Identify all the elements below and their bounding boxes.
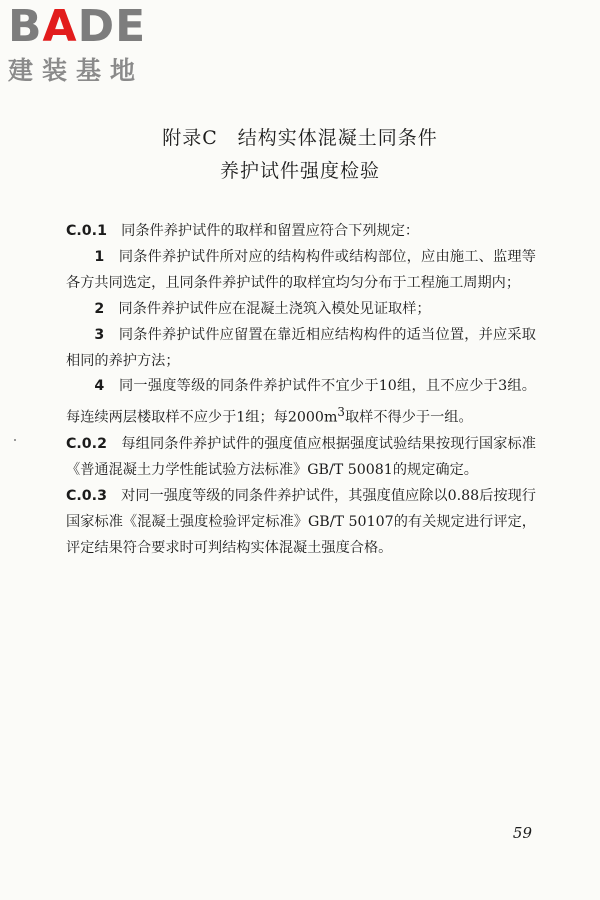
- list-item: [66, 374, 536, 432]
- item-text: 同条件养护试件所对应的结构构件或结构部位，应由施工、监理等各方共同选定，且同条件养护试件的取样宜均匀分布于工程施工周期内；: [66, 248, 536, 291]
- bade-logo: [8, 1, 178, 86]
- appendix-title-line-2: 养护试件强度检验: [219, 160, 380, 182]
- item-text: 取样不得少于一组。: [344, 410, 473, 427]
- scan-speck: [14, 439, 16, 441]
- list-item: [66, 245, 536, 297]
- logo-subtitle: 建装基地: [8, 56, 145, 85]
- item-text: 同一强度等级的同条件养护试件不宜少于10组，且不应少于3组。每连续两层楼取样不应少于1组；每2000m: [66, 378, 536, 427]
- clause-number: C.0.1: [66, 223, 107, 239]
- clause-c-0-2: [66, 432, 536, 484]
- appendix-title-line-1: 附录C 结构实体混凝土同条件: [162, 127, 438, 149]
- clause-text: 对同一强度等级的同条件养护试件，其强度值应除以0.88后按现行国家标准《混凝土强度检验评定标准》GB/T 50107的有关规定进行评定，评定结果符合要求时可判结构实体混凝土强度合格。: [66, 487, 536, 556]
- clause-number: C.0.2: [66, 435, 107, 452]
- list-item: [66, 297, 536, 323]
- item-number: 3: [94, 326, 105, 343]
- clause-number: C.0.3: [66, 487, 107, 504]
- cubic-superscript: 3: [337, 405, 345, 420]
- document-body: [66, 219, 536, 562]
- clause-text: 同条件养护试件的取样和留置应符合下列规定：: [121, 223, 420, 239]
- page-number: 59: [512, 824, 532, 842]
- item-number: 2: [94, 300, 105, 317]
- clause-c-0-1: [66, 219, 536, 245]
- item-text: 同条件养护试件应在混凝土浇筑入模处见证取样；: [118, 300, 431, 317]
- item-number: 4: [94, 378, 105, 395]
- clause-text: 每组同条件养护试件的强度值应根据强度试验结果按现行国家标准《普通混凝土力学性能试验方法标准》GB/T 50081的规定确定。: [66, 435, 536, 478]
- item-text: 同条件养护试件应留置在靠近相应结构构件的适当位置，并应采取相同的养护方法；: [66, 326, 536, 369]
- logo-wordmark: BADE: [8, 1, 147, 52]
- list-item: [66, 323, 536, 375]
- appendix-title: [0, 122, 600, 188]
- clause-c-0-3: [66, 484, 536, 562]
- item-number: 1: [94, 248, 105, 265]
